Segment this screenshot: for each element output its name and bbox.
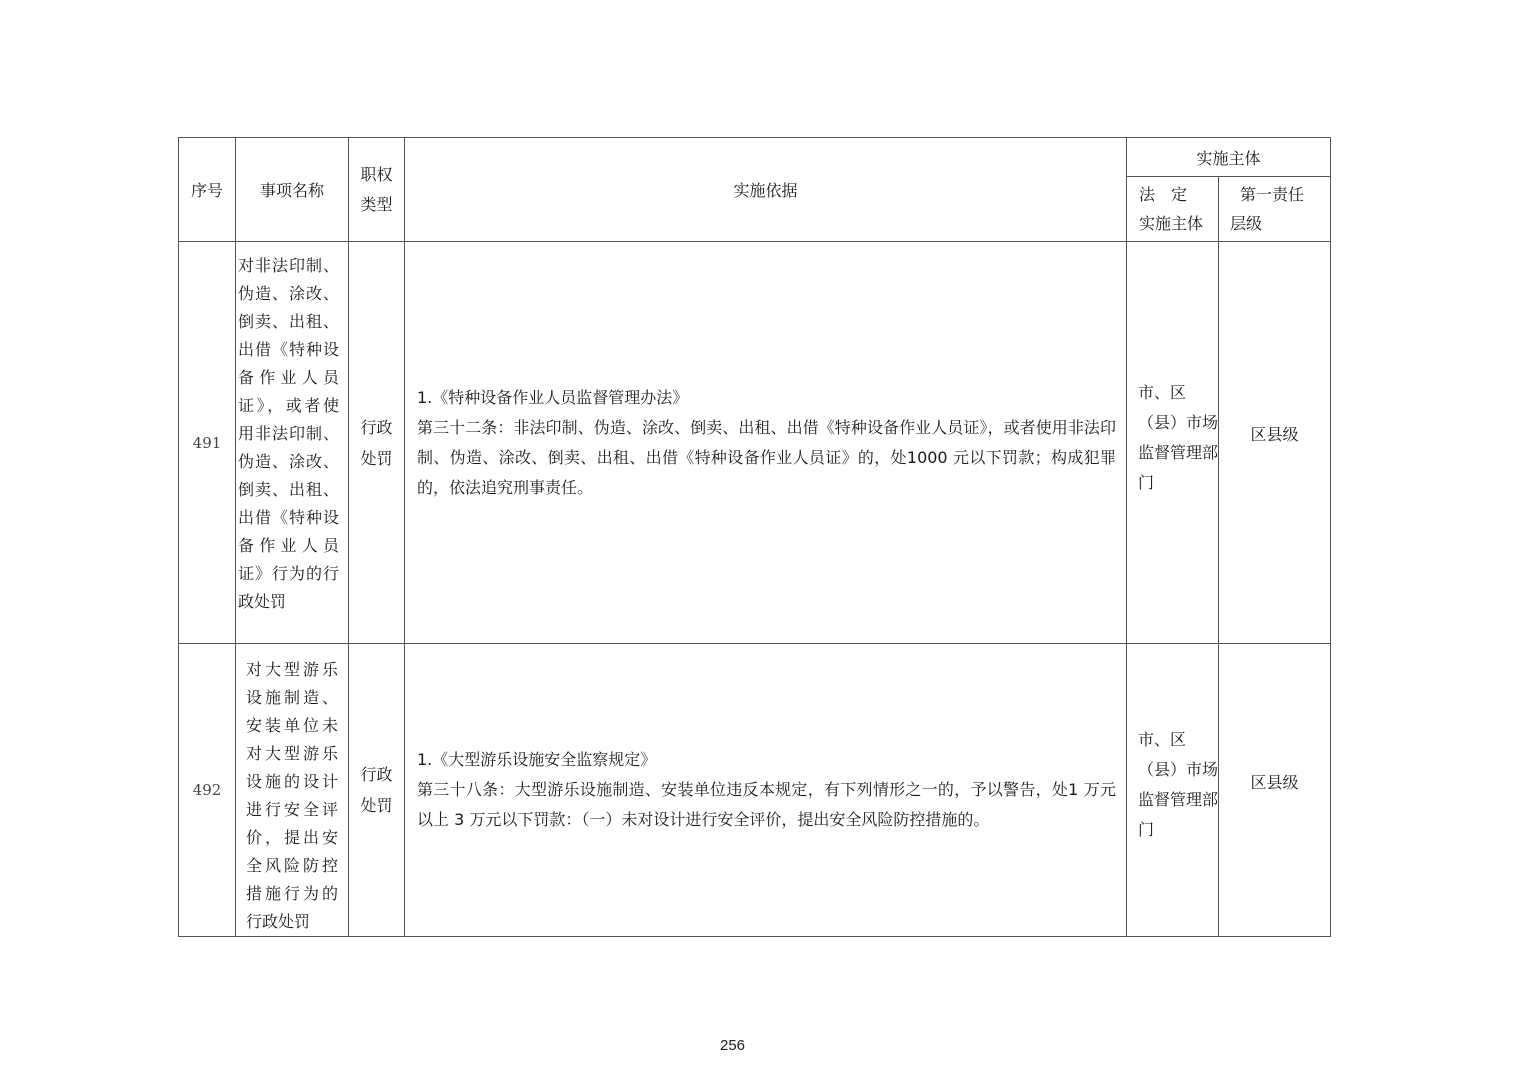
authority-type-line1: 行政 xyxy=(360,765,393,784)
header-level-line1: 第一责任 xyxy=(1240,185,1305,204)
row-number: 491 xyxy=(179,242,236,644)
table-row xyxy=(179,242,1331,644)
basis-title: 1.《特种设备作业人员监督管理办法》 xyxy=(417,387,689,407)
header-level-line2: 层级 xyxy=(1230,214,1263,233)
legal-subject: 市、区（县）市场监督管理部门 xyxy=(1127,644,1219,937)
authority-type xyxy=(349,242,405,644)
authority-type-line2: 处罚 xyxy=(360,796,393,815)
item-name: 对非法印制、伪造、涂改、倒卖、出租、出借《特种设备作业人员证》，或者使用非法印制、伪造、涂改、倒卖、出租、出借《特种设备作业人员证》行为的行政处罚 xyxy=(236,242,349,644)
header-legal-subject xyxy=(1127,177,1219,242)
header-seq: 序号 xyxy=(179,138,236,242)
authority-type xyxy=(349,644,405,937)
header-subject: 实施主体 xyxy=(1127,138,1331,177)
header-level xyxy=(1219,177,1331,242)
row-number: 492 xyxy=(179,644,236,937)
responsibility-level: 区县级 xyxy=(1219,644,1331,937)
responsibility-level: 区县级 xyxy=(1219,242,1331,644)
authority-table xyxy=(178,137,1331,937)
header-type-line2: 类型 xyxy=(360,194,393,214)
basis-text: 第三十二条：非法印制、伪造、涂改、倒卖、出租、出借《特种设备作业人员证》，或者使用非法印制、伪造、涂改、倒卖、出租、出借《特种设备作业人员证》的，处1000 元以下罚款；构成犯罪的，依法追究刑事责任。 xyxy=(417,417,1116,497)
authority-type-line2: 处罚 xyxy=(360,448,393,468)
header-basis: 实施依据 xyxy=(405,138,1127,242)
legal-subject: 市、区（县）市场监督管理部门 xyxy=(1127,242,1219,644)
basis-title: 1.《大型游乐设施安全监察规定》 xyxy=(417,750,657,769)
table-row xyxy=(179,644,1331,937)
basis-text: 第三十八条：大型游乐设施制造、安装单位违反本规定，有下列情形之一的，予以警告，处1 万元以上 3 万元以下罚款：（一）未对设计进行安全评价，提出安全风险防控措施的。 xyxy=(417,780,1116,829)
header-type-line1: 职权 xyxy=(360,164,393,184)
header-type xyxy=(349,138,405,242)
implementation-basis xyxy=(405,242,1127,644)
page-number: 256 xyxy=(719,1037,746,1054)
authority-type-line1: 行政 xyxy=(360,417,393,437)
item-name: 对大型游乐设施制造、安装单位未对大型游乐设施的设计进行安全评价，提出安全风险防控措施行为的行政处罚 xyxy=(236,644,349,937)
implementation-basis xyxy=(405,644,1127,937)
header-legal-line2: 实施主体 xyxy=(1139,214,1204,233)
header-legal-line1: 法 定 xyxy=(1139,185,1188,204)
header-name: 事项名称 xyxy=(236,138,349,242)
